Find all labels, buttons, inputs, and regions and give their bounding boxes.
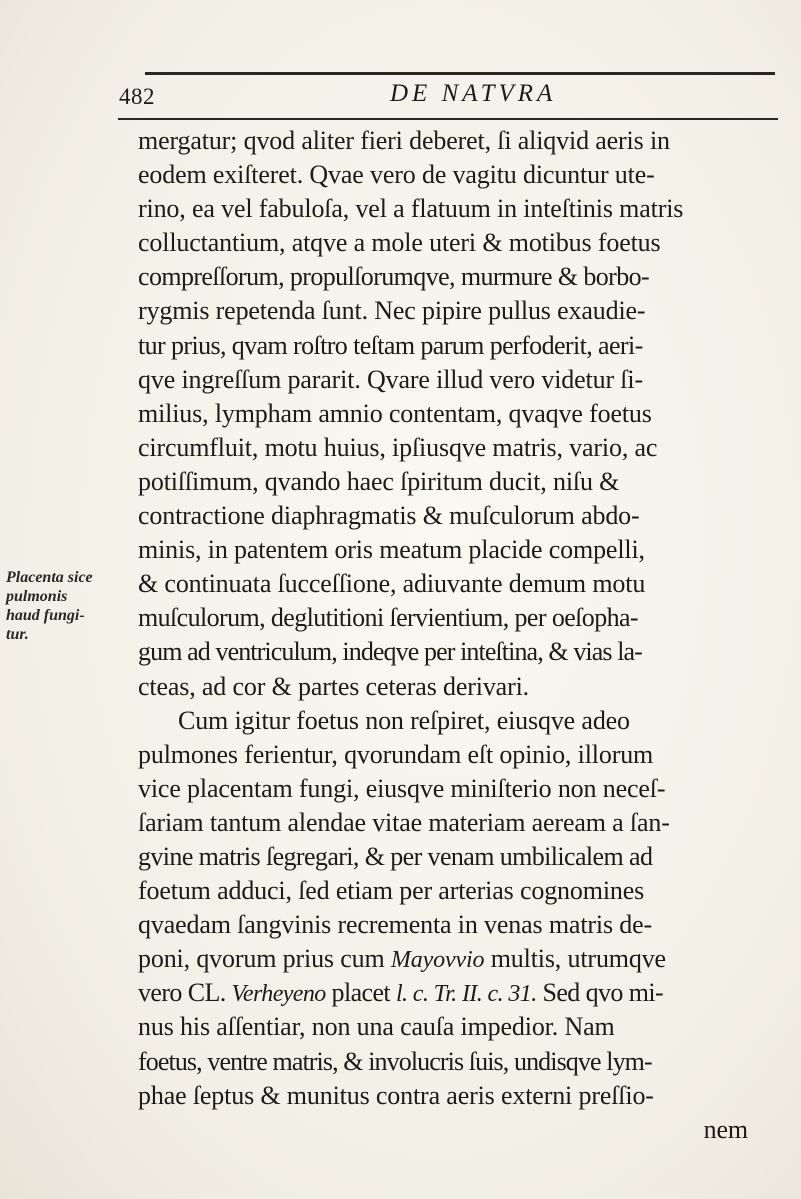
header-rule-top: [145, 72, 775, 75]
text-line: nus his aſſentiar, non una cauſa impedior. Nam: [138, 1012, 615, 1042]
text-line: muſculorum, deglutitioni ſervientium, per oeſopha-: [138, 603, 638, 633]
marginal-note-line: pulmonis: [6, 588, 68, 605]
text-line: foetum adduci, ſed etiam per arterias cognomines: [138, 876, 645, 906]
text-line: & continuata ſucceſſione, adiuvante demum motu: [138, 569, 646, 599]
catchword: nem: [703, 1114, 748, 1144]
text-line: rino, ea vel fabuloſa, vel a flatuum in inteſtinis matris: [138, 194, 684, 224]
text-run: placet: [325, 978, 396, 1008]
text-line: potiſſimum, qvando haec ſpiritum ducit, niſu &: [138, 466, 620, 496]
header-rule-bottom: [118, 118, 778, 120]
text-line: eodem exiſteret. Qvae vero de vagitu dicuntur ute-: [138, 160, 655, 190]
text-run: poni, qvorum prius cum: [138, 944, 391, 974]
text-line: qve ingreſſum pararit. Qvare illud vero videtur ſi-: [138, 364, 643, 394]
text-line: foetus, ventre matris, & involucris ſuis, undisqve lym-: [138, 1046, 652, 1076]
body-text: [138, 124, 788, 1147]
text-run: Sed qvo mi-: [536, 978, 664, 1008]
text-line: milius, lympham amnio contentam, qvaqve foetus: [138, 398, 652, 428]
marginal-note-line: Placenta sice: [6, 569, 93, 586]
citation: l. c. Tr. II. c. 31.: [395, 981, 537, 1008]
marginal-note-line: tur.: [6, 626, 29, 643]
text-line: rygmis repetenda ſunt. Nec pipire pullus exaudie-: [138, 296, 646, 326]
marginal-note-line: haud fungi-: [6, 607, 85, 624]
text-line: cteas, ad cor & partes ceteras derivari.: [138, 671, 530, 701]
page-number: 482: [119, 84, 155, 109]
paragraph-start-line: Cum igitur foetus non reſpiret, eiusqve adeo: [178, 705, 630, 735]
text-line: colluctantium, atqve a mole uteri & motibus foetus: [138, 228, 661, 258]
text-line: pulmones ferientur, qvorundam eſt opinio, illorum: [138, 739, 654, 769]
text-line: contractione diaphragmatis & muſculorum abdo-: [138, 501, 640, 531]
text-line: qvaedam ſangvinis recrementa in venas matris de-: [138, 910, 653, 940]
text-line: gvine matris ſegregari, & per venam umbilicalem ad: [138, 841, 653, 871]
text-line: [138, 976, 788, 1010]
text-line: mergatur; qvod aliter fieri deberet, ſi aliqvid aeris in: [138, 126, 670, 155]
text-line: tur prius, qvam roſtro teſtam parum perfoderit, aeri-: [138, 330, 643, 360]
text-line: vice placentam fungi, eiusqve miniſterio non neceſ-: [138, 773, 666, 803]
text-line: gum ad ventriculum, indeqve per inteſtina, & vias la-: [138, 637, 642, 667]
text-line: ſariam tantum alendae vitae materiam aeream a ſan-: [138, 807, 670, 837]
running-head: DE NATVRA: [390, 80, 557, 107]
author-name: Mayovvio: [390, 947, 485, 974]
text-run: multis, utrumqve: [484, 944, 666, 974]
text-run: vero CL.: [138, 978, 232, 1008]
text-line: circumfluit, motu huius, ipſiusqve matris, vario, ac: [138, 432, 658, 462]
text-line: compreſſorum, propulſorumqve, murmure & borbo-: [138, 262, 650, 292]
marginal-note: [6, 568, 134, 644]
author-name: Verheyeno: [231, 981, 326, 1008]
text-line: minis, in patentem oris meatum placide compelli,: [138, 535, 645, 565]
text-line: phae ſeptus & munitus contra aeris externi preſſio-: [138, 1080, 654, 1110]
text-line: [138, 942, 788, 976]
